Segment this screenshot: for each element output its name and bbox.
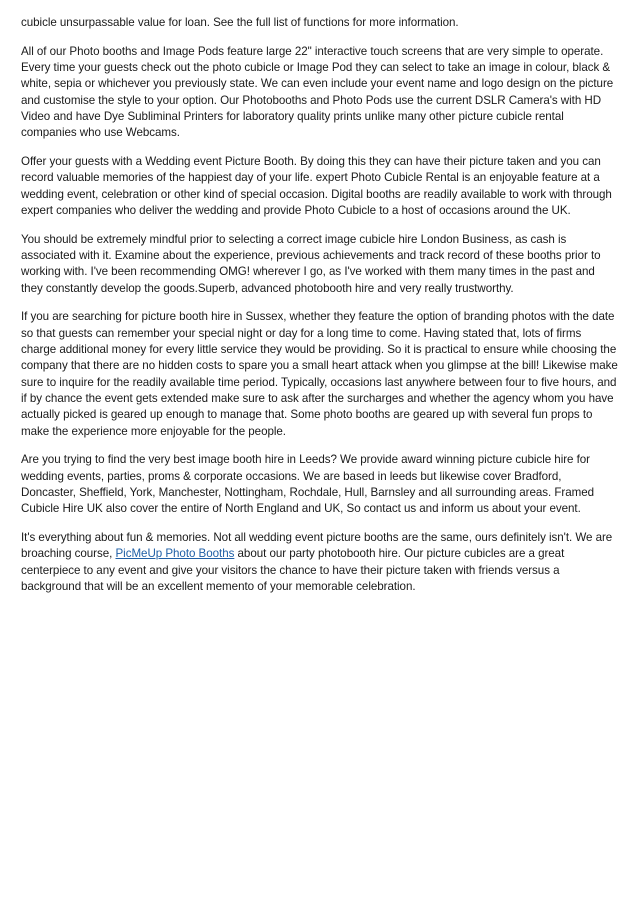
paragraph-sussex-hire: If you are searching for picture booth hire in Sussex, whether they feature the option of branding photos with the date so that guests can remember your special night or day for a long time to come. Having stated that, lots of firms charge additional money for every little service they would be providing. So it is practical to ensure while choosing the company that there are no hidden costs to spare you a small heart attack when you glimpse at the bill! Likewise make sure to inquire for the readily available time period. Typically, occasions last anywhere between four to five hours, and if by chance the event gets extended make sure to ask after the surcharges and whether the agency whom you have actually picked is geared up enough to manage that. Some photo booths are geared up with several fun props to make the experience more enjoyable for the people. (21, 310, 618, 438)
paragraph-text-before-link: It's everything about fun & memories. Not all wedding event picture booths are the same, ours definitely isn't. We are broaching course, (21, 531, 613, 561)
paragraph-leeds-hire: Are you trying to find the very best image booth hire in Leeds? We provide award winning picture cubicle hire for wedding events, parties, proms & corporate occasions. We are based in leeds but likewise cover Bradford, Doncaster, Sheffield, York, Manchester, Nottingham, Rochdale, Hull, Barnsley and all surrounding areas. Framed Cubicle Hire UK also cover the entire of North England and UK, So contact us and inform us about your event. (21, 453, 594, 516)
paragraph-fun-memories (21, 530, 618, 595)
document-page (21, 15, 618, 608)
paragraph-wedding-booth: Offer your guests with a Wedding event Picture Booth. By doing this they can have their picture taken and you can record valuable memories of the happiest day of your life. expert Photo Cubicle Rental is an enjoyable feature at a wedding event, celebration or other kind of special occasion. Digital booths are readily available to work with through expert companies who deliver the wedding and provide Photo Cubicle to a host of occasions around the UK. (21, 155, 612, 217)
paragraph-photo-booths: All of our Photo booths and Image Pods feature large 22" interactive touch screens that are very simple to operate. Every time your guests check out the photo cubicle or Image Pod they can select to take an image in colour, black & white, sepia or whichever you previously state. We can even include your event name and logo design on the picture and customise the style to your option. Our Photobooths and Photo Pods use the current DSLR Camera's with HD Video and have Dye Subliminal Printers for laboratory quality prints unlike many other picture cubicle rental companies who use Webcams. (21, 44, 614, 140)
paragraph-text-after-link: about our party photobooth hire. Our picture cubicles are a great centerpiece to any event and give your visitors the chance to have their picture taken with friends versus a background that will be an excellent memento of your memorable celebration. (21, 547, 565, 593)
picmeup-link[interactable]: PicMeUp Photo Booths (115, 547, 235, 561)
paragraph-london-hire: You should be extremely mindful prior to selecting a correct image cubicle hire London Business, as cash is associated with it. Examine about the experience, previous achievements and track record of these booths prior to working with. I've been recommending OMG! wherever I go, as I've worked with them many times in the past and they constantly develop the goods.Superb, advanced photobooth hire and very really trustworthy. (21, 232, 601, 295)
paragraph-intro: cubicle unsurpassable value for loan. See the full list of functions for more information. (21, 16, 459, 29)
